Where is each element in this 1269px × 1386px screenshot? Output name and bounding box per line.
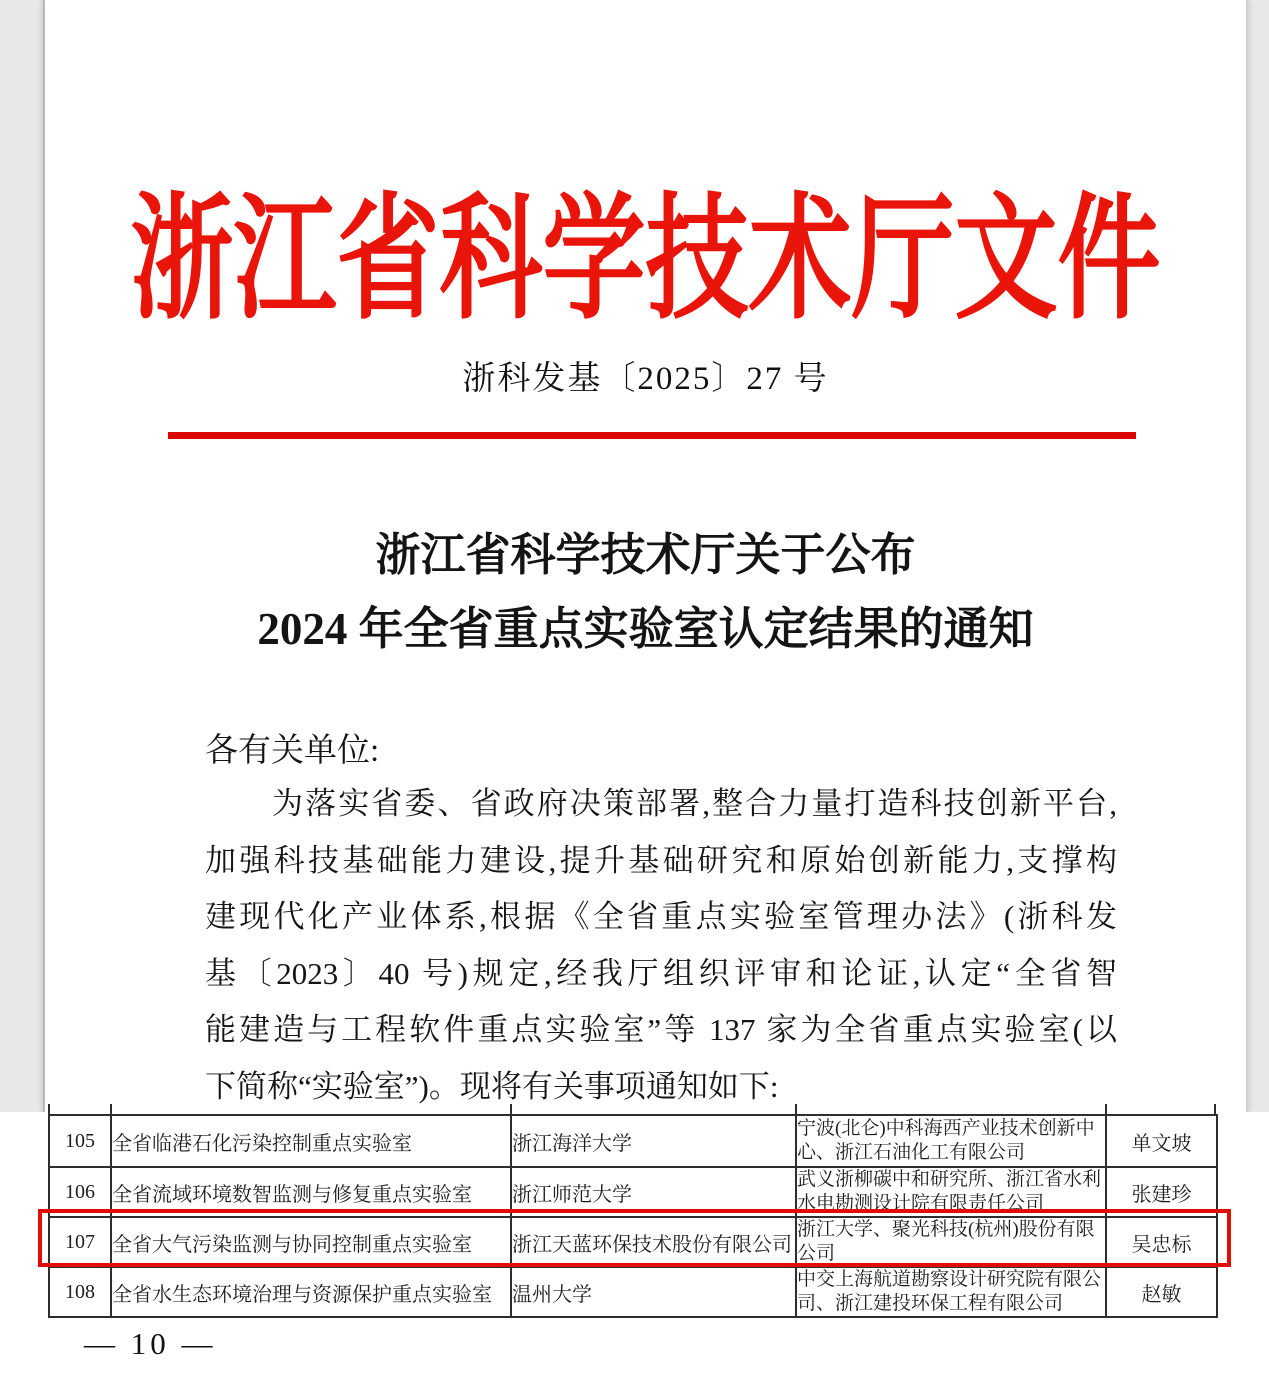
cell-director: 吴忠标: [1106, 1217, 1217, 1267]
body-line: 基〔2023〕40 号)规定,经我厅组织评审和论证,认定“全省智: [205, 955, 1117, 991]
page-number: — 10 —: [84, 1326, 217, 1361]
cell-row-number: 107: [49, 1217, 111, 1267]
cell-lab-name: 全省大气污染监测与协同控制重点实验室: [111, 1217, 511, 1267]
letterhead-title: 浙江省科学技术厅文件: [130, 185, 1161, 337]
cell-row-number: 105: [49, 1115, 111, 1167]
cell-lab-name: 全省临港石化污染控制重点实验室: [111, 1115, 511, 1167]
table-grid-remnant: [795, 1104, 797, 1114]
letterhead-rule: [168, 432, 1136, 439]
cell-director: 单文坡: [1106, 1115, 1217, 1167]
table-grid-remnant: [110, 1104, 112, 1114]
document-number: 浙科发基〔2025〕27 号: [462, 361, 829, 397]
body-line: 为落实省委、省政府决策部署,整合力量打造科技创新平台,: [272, 786, 1117, 821]
table-grid-remnant: [1105, 1104, 1107, 1114]
body-line: 加强科技基础能力建设,提升基础研究和原始创新能力,支撑构: [205, 842, 1117, 878]
cell-partners: 宁波(北仑)中科海西产业技术创新中心、浙江石油化工有限公司: [796, 1115, 1106, 1167]
body-paragraph: [205, 776, 1117, 1115]
cell-partners: 武义浙柳碳中和研究所、浙江省水利水电勘测设计院有限责任公司: [796, 1167, 1106, 1217]
table-grid-remnant: [48, 1104, 50, 1114]
body-line: 下简称“实验室”)。现将有关事项通知如下:: [205, 1068, 779, 1104]
cell-partners: 中交上海航道勘察设计研究院有限公司、浙江建投环保工程有限公司: [796, 1267, 1106, 1317]
notice-title-line1: 浙江省科学技术厅关于公布: [375, 530, 916, 580]
cell-institution: 温州大学: [511, 1267, 796, 1317]
cell-lab-name: 全省水生态环境治理与资源保护重点实验室: [111, 1267, 511, 1317]
salutation: 各有关单位:: [205, 733, 380, 769]
cell-partners: 浙江大学、聚光科技(杭州)股份有限公司: [796, 1217, 1106, 1267]
body-line: 能建造与工程软件重点实验室”等 137 家为全省重点实验室(以: [205, 1012, 1117, 1047]
table-row: [49, 1115, 1217, 1167]
body-line: 建现代化产业体系,根据《全省重点实验室管理办法》(浙科发: [205, 899, 1117, 934]
cell-row-number: 106: [49, 1167, 111, 1217]
cell-institution: 浙江师范大学: [511, 1167, 796, 1217]
table-row: [49, 1267, 1217, 1317]
cell-institution: 浙江天蓝环保技术股份有限公司: [511, 1217, 796, 1267]
notice-title-line2: 2024 年全省重点实验室认定结果的通知: [257, 604, 1034, 654]
table-row-highlighted: [49, 1217, 1217, 1267]
cell-lab-name: 全省流域环境数智监测与修复重点实验室: [111, 1167, 511, 1217]
lab-results-table: [48, 1114, 1218, 1318]
cell-row-number: 108: [49, 1267, 111, 1317]
cell-director: 张建珍: [1106, 1167, 1217, 1217]
cell-institution: 浙江海洋大学: [511, 1115, 796, 1167]
table-grid-remnant: [1214, 1104, 1216, 1114]
table-grid-remnant: [510, 1104, 512, 1114]
table-row: [49, 1167, 1217, 1217]
cell-director: 赵敏: [1106, 1267, 1217, 1317]
notice-title: [43, 518, 1248, 666]
